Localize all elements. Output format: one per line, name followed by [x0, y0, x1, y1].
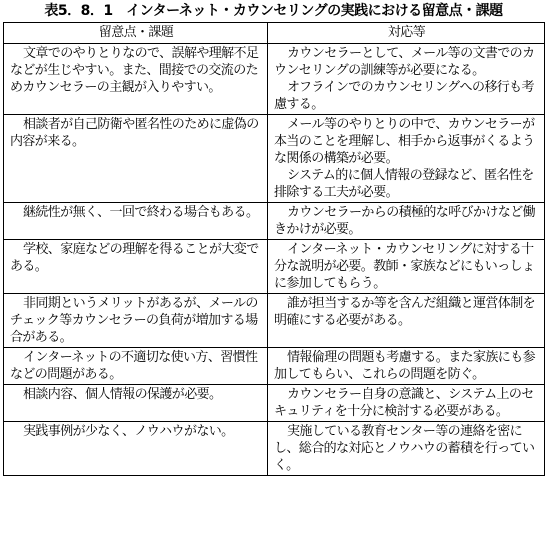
table-row	[4, 203, 545, 240]
table-row	[4, 385, 545, 422]
table-row	[4, 115, 545, 203]
table-row	[4, 422, 545, 476]
issue-cell	[4, 115, 268, 203]
issues-table	[3, 22, 545, 476]
measure-cell	[268, 348, 545, 385]
table-row	[4, 348, 545, 385]
issue-text: 実践事例が少なく、ノウハウがない。	[23, 424, 234, 439]
issue-cell	[4, 44, 268, 115]
measure-cell	[268, 385, 545, 422]
issue-text: 文章でのやりとりなので、誤解や理解不足などが生じやすい。また、間接での交流のためカウンセラーの主観が入りやすい。	[10, 46, 259, 95]
measure-text: 誰が担当するか等を含んだ組織と運営体制を明確にする必要がある。	[274, 296, 536, 328]
table-row	[4, 44, 545, 115]
measure-text: カウンセラーからの積極的な呼びかけなど働きかけが必要。	[274, 205, 536, 237]
table-row	[4, 294, 545, 348]
measure-cell	[268, 44, 545, 115]
issue-text: 学校、家庭などの理解を得ることが大変である。	[10, 242, 259, 274]
header-measures: 対応等	[268, 23, 545, 44]
issue-text: 非同期というメリットがあるが、メールのチェック等カウンセラーの負荷が増加する場合がある。	[10, 296, 258, 345]
table-caption: 表5．8．1 インターネット・カウンセリングの実践における留意点・課題	[44, 3, 503, 19]
header-issues: 留意点・課題	[4, 23, 268, 44]
issue-text: インターネットの不適切な使い方、習慣性などの問題がある。	[10, 350, 258, 382]
measure-cell	[268, 203, 545, 240]
measure-text: オフラインでのカウンセリングへの移行も考慮する。	[274, 80, 534, 112]
measure-text: カウンセラー自身の意識と、システム上のセキュリティを十分に検討する必要がある。	[274, 387, 534, 419]
measure-text: 実施している教育センター等の連絡を密にし、総合的な対応とノウハウの蓄積を行っていく。	[274, 424, 535, 473]
measure-cell	[268, 294, 545, 348]
table-header-row	[4, 23, 545, 44]
issue-cell	[4, 203, 268, 240]
measure-text: メール等のやりとりの中で、カウンセラーが本当のことを理解し、相手から返事がくるような関係の構築が必要。	[274, 117, 535, 166]
issue-cell	[4, 422, 268, 476]
measure-cell	[268, 240, 545, 294]
issue-cell	[4, 240, 268, 294]
issue-text: 継続性が無く、一回で終わる場合もある。	[23, 205, 259, 220]
measure-text: システム的に個人情報の登録など、匿名性を排除する工夫が必要。	[274, 168, 534, 200]
measure-cell	[268, 422, 545, 476]
measure-text: 情報倫理の問題も考慮する。また家族にも参加してもらい、これらの問題を防ぐ。	[274, 350, 536, 382]
issue-text: 相談内容、個人情報の保護が必要。	[23, 387, 222, 402]
issue-cell	[4, 348, 268, 385]
issue-cell	[4, 385, 268, 422]
issue-text: 相談者が自己防衛や匿名性のために虚偽の内容が来る。	[10, 117, 259, 149]
measure-text: カウンセラーとして、メール等の文書でのカウンセリングの訓練等が必要になる。	[274, 46, 535, 78]
measure-cell	[268, 115, 545, 203]
table-row	[4, 240, 545, 294]
issue-cell	[4, 294, 268, 348]
measure-text: インターネット・カウンセリングに対する十分な説明が必要。教師・家族などにもいっしょに参加してもらう。	[274, 242, 535, 291]
